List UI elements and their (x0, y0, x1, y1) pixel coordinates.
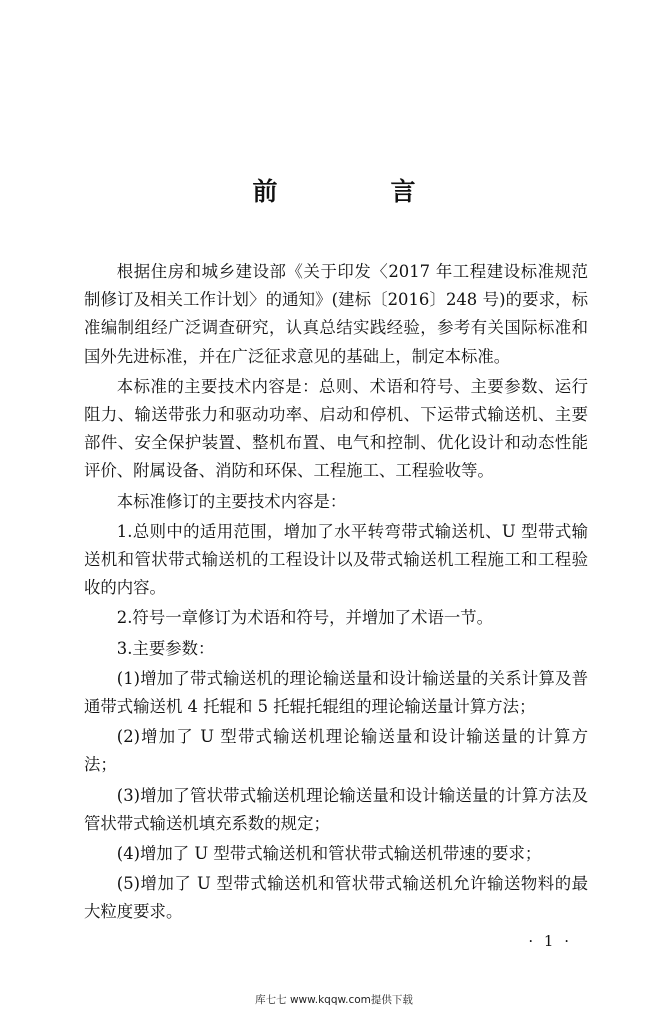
paragraph-main-content: 本标准的主要技术内容是：总则、术语和符号、主要参数、运行阻力、输送带张力和驱动功率、启动和停机、下运带式输送机、主要部件、安全保护装置、整机布置、电气和控制、优化设计和动态性能评价、附属设备、消防和环保、工程施工、工程验收等。 (84, 376, 588, 481)
sub-item-3: (3)增加了管状带式输送机理论输送量和设计输送量的计算方法及管状带式输送机填充系数的规定； (84, 785, 588, 833)
revision-item-2: 2.符号一章修订为术语和符号，并增加了术语一节。 (116, 608, 494, 628)
page-number: · 1 · (528, 932, 572, 950)
document-body (84, 258, 588, 927)
revision-item-3: 3.主要参数： (116, 638, 215, 658)
page-title: 前 言 (252, 177, 460, 206)
sub-item-1: (1)增加了带式输送机的理论输送量和设计输送量的关系计算及普通带式输送机 4 托辊和 5 托辊托辊组的理论输送量计算方法； (84, 668, 588, 717)
sub-item-2: (2)增加了 U 型带式输送机理论输送量和设计输送量的计算方法； (84, 727, 588, 775)
paragraph-revision-heading: 本标准修订的主要技术内容是： (116, 491, 347, 511)
sub-item-4: (4)增加了 U 型带式输送机和管状带式输送机带速的要求； (116, 844, 542, 864)
paragraph-intro: 根据住房和城乡建设部《关于印发〈2017 年工程建设标准规范制修订及相关工作计划〉的通知》(建标〔2016〕248 号)的要求，标准编制组经广泛调查研究，认真总结实践经验，参考有关国际标准和国外先进标准，并在广泛征求意见的基础上，制定本标准。 (84, 262, 588, 366)
download-footer: 库七七 www.kqqw.com提供下载 (255, 994, 413, 1006)
revision-item-1: 1.总则中的适用范围，增加了水平转弯带式输送机、U 型带式输送机和管状带式输送机的工程设计以及带式输送机工程施工和工程验收的内容。 (84, 521, 588, 598)
sub-item-5: (5)增加了 U 型带式输送机和管状带式输送机允许输送物料的最大粒度要求。 (84, 874, 588, 922)
